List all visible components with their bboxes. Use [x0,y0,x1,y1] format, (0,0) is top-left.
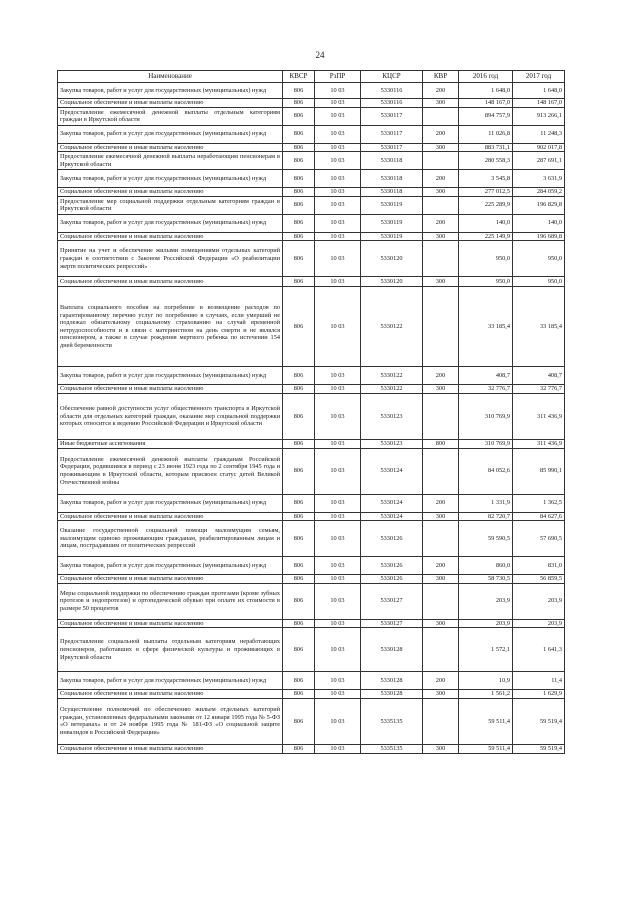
row-kvsr: 806 [283,672,315,690]
table-row [58,448,565,494]
table-row [58,698,565,744]
row-kcsr: 5330123 [361,439,423,448]
row-value-2017: 913 266,1 [513,107,565,125]
row-name: Оказание государственной социальной помощи малоимущим семьям, малоимущим одиноко проживающим гражданам, реабилитированным лицам и лицам, пострадавшим от политических репрессий [58,521,283,557]
row-kvr: 300 [423,690,459,699]
row-name: Социальное обеспечение и иные выплаты населению [58,385,283,394]
row-name: Социальное обеспечение и иные выплаты населению [58,744,283,753]
table-row [58,170,565,188]
row-value-2016: 140,0 [459,214,513,232]
row-value-2016: 225 289,9 [459,196,513,214]
row-rzpr: 10 03 [315,628,361,672]
row-kvr: 300 [423,188,459,197]
row-rzpr: 10 03 [315,241,361,277]
row-kcsr: 5330117 [361,143,423,152]
row-name: Социальное обеспечение и иные выплаты населению [58,188,283,197]
row-kvr: 200 [423,367,459,385]
header-kvr: КВР [423,71,459,83]
row-kvr [423,583,459,619]
table-row [58,277,565,287]
row-kcsr: 5330122 [361,385,423,394]
row-value-2016: 310 769,9 [459,439,513,448]
row-rzpr: 10 03 [315,672,361,690]
row-kvsr: 806 [283,494,315,512]
table-row [58,521,565,557]
row-kvsr: 806 [283,152,315,170]
row-kcsr: 5335135 [361,698,423,744]
row-kcsr: 5330117 [361,125,423,143]
row-kvr: 300 [423,385,459,394]
row-rzpr: 10 03 [315,152,361,170]
row-kvsr: 806 [283,690,315,699]
row-name: Предоставление ежемесячной денежной выплаты отдельным категориям граждан в Иркутской области [58,107,283,125]
row-rzpr: 10 03 [315,393,361,439]
row-name: Принятие на учет и обеспечение жилыми помещениями отдельных категорий граждан в соответствии с Законом Российской Федерации «О реабилитации жертв политических репрессий» [58,241,283,277]
row-name: Социальное обеспечение и иные выплаты населению [58,277,283,287]
row-rzpr: 10 03 [315,367,361,385]
table-body [58,83,565,754]
table-row [58,690,565,699]
row-rzpr: 10 03 [315,690,361,699]
row-name: Меры социальной поддержки по обеспечению граждан протезами (кроме зубных протезов и эндопротезов) и ортопедической обувью при оплате их стоимости в размере 50 процентов [58,583,283,619]
row-kvr: 300 [423,277,459,287]
row-kcsr: 5330126 [361,521,423,557]
row-value-2017: 59 519,4 [513,744,565,753]
row-value-2017: 1 648,0 [513,83,565,99]
row-kvr: 300 [423,619,459,628]
row-rzpr: 10 03 [315,583,361,619]
table-row [58,439,565,448]
row-kvr [423,196,459,214]
row-kvsr: 806 [283,575,315,584]
row-kvr: 200 [423,170,459,188]
row-kvsr: 806 [283,99,315,108]
row-name: Закупка товаров, работ и услуг для государственных (муниципальных) нужд [58,125,283,143]
row-kvsr: 806 [283,125,315,143]
row-kcsr: 5330128 [361,672,423,690]
row-value-2016: 59 590,5 [459,521,513,557]
row-name: Закупка товаров, работ и услуг для государственных (муниципальных) нужд [58,214,283,232]
row-kvsr: 806 [283,521,315,557]
row-value-2016: 203,9 [459,619,513,628]
row-value-2016: 1 572,1 [459,628,513,672]
row-value-2016: 860,0 [459,557,513,575]
row-kvr: 200 [423,672,459,690]
table-row [58,287,565,367]
row-kvr: 200 [423,557,459,575]
row-value-2016: 225 149,9 [459,232,513,241]
row-name: Социальное обеспечение и иные выплаты населению [58,575,283,584]
row-kcsr: 5330124 [361,494,423,512]
row-value-2017: 950,0 [513,241,565,277]
table-row [58,744,565,753]
row-kvsr: 806 [283,143,315,152]
row-kcsr: 5330128 [361,628,423,672]
row-value-2017: 284 059,2 [513,188,565,197]
row-value-2017: 140,0 [513,214,565,232]
row-kvr: 200 [423,83,459,99]
row-kvsr: 806 [283,196,315,214]
row-kvsr: 806 [283,287,315,367]
row-value-2017: 57 690,5 [513,521,565,557]
table-row [58,385,565,394]
row-rzpr: 10 03 [315,232,361,241]
row-kvr [423,448,459,494]
row-value-2017: 950,0 [513,277,565,287]
table-row [58,619,565,628]
row-value-2016: 894 757,9 [459,107,513,125]
row-value-2016: 277 012,5 [459,188,513,197]
table-row [58,188,565,197]
row-value-2017: 1 629,9 [513,690,565,699]
row-value-2017: 203,9 [513,583,565,619]
row-value-2016: 84 052,6 [459,448,513,494]
row-value-2017: 196 689,8 [513,232,565,241]
row-value-2017: 84 627,6 [513,512,565,521]
header-name: Наименование [58,71,283,83]
row-kvsr: 806 [283,385,315,394]
row-kvr: 200 [423,214,459,232]
row-value-2016: 203,9 [459,583,513,619]
row-kvr: 200 [423,494,459,512]
row-kvr: 300 [423,575,459,584]
row-value-2016: 148 167,0 [459,99,513,108]
table-row [58,107,565,125]
row-kcsr: 5330124 [361,448,423,494]
row-kcsr: 5330120 [361,277,423,287]
row-kvsr: 806 [283,698,315,744]
row-value-2016: 32 776,7 [459,385,513,394]
row-kvsr: 806 [283,83,315,99]
table-row [58,83,565,99]
row-kvsr: 806 [283,583,315,619]
row-rzpr: 10 03 [315,439,361,448]
table-row [58,367,565,385]
table-row [58,99,565,108]
row-rzpr: 10 03 [315,698,361,744]
table-row [58,143,565,152]
table-row [58,672,565,690]
row-kvr [423,107,459,125]
table-header-row [58,71,565,83]
row-kcsr: 5330116 [361,99,423,108]
row-kcsr: 5330126 [361,557,423,575]
row-kvsr: 806 [283,277,315,287]
row-kvsr: 806 [283,512,315,521]
row-kcsr: 5330122 [361,287,423,367]
row-value-2017: 1 641,3 [513,628,565,672]
row-kvr [423,628,459,672]
row-kcsr: 5330124 [361,512,423,521]
header-2017: 2017 год [513,71,565,83]
row-name: Закупка товаров, работ и услуг для государственных (муниципальных) нужд [58,83,283,99]
table-row [58,557,565,575]
row-kvsr: 806 [283,188,315,197]
table-row [58,628,565,672]
row-rzpr: 10 03 [315,448,361,494]
row-value-2016: 1 648,0 [459,83,513,99]
row-name: Закупка товаров, работ и услуг для государственных (муниципальных) нужд [58,494,283,512]
header-rzpr: РзПР [315,71,361,83]
row-kcsr: 5330127 [361,619,423,628]
row-kcsr: 5330119 [361,232,423,241]
row-rzpr: 10 03 [315,494,361,512]
table-row [58,393,565,439]
row-kcsr: 5330118 [361,170,423,188]
row-value-2017: 148 167,0 [513,99,565,108]
row-value-2017: 311 436,9 [513,439,565,448]
row-name: Выплата социального пособия на погребение и возмещение расходов по гарантированному перечню услуг по погребению в случаях, если умерший не подлежал обязательному социальному страхованию на случай временной нетрудоспособности и в связи с материнством на день смерти и не являлся пенсионером, а также в случае рождения мертвого ребенка по истечении 154 дней беременности [58,287,283,367]
row-rzpr: 10 03 [315,107,361,125]
row-value-2016: 59 511,4 [459,744,513,753]
row-rzpr: 10 03 [315,744,361,753]
row-value-2016: 950,0 [459,277,513,287]
row-name: Предоставление социальной выплаты отдельным категориям неработающих пенсионеров, работавших в сфере физической культуры и проживающих в Иркутской области [58,628,283,672]
row-value-2017: 196 829,8 [513,196,565,214]
row-kvr: 300 [423,99,459,108]
table-row [58,214,565,232]
row-value-2017: 59 519,4 [513,698,565,744]
row-name: Предоставление ежемесячной денежной выплаты гражданам Российской Федерации, родившимся в период с 23 июня 1923 года по 2 сентября 1945 года и проживающим в Иркутской области, которым присвоен статус детей Великой Отечественной войны [58,448,283,494]
table-row [58,152,565,170]
row-rzpr: 10 03 [315,575,361,584]
row-value-2017: 408,7 [513,367,565,385]
row-value-2016: 883 731,1 [459,143,513,152]
row-value-2017: 311 436,9 [513,393,565,439]
row-kcsr: 5330118 [361,188,423,197]
row-kcsr: 5330126 [361,575,423,584]
row-value-2016: 33 185,4 [459,287,513,367]
row-value-2017: 33 185,4 [513,287,565,367]
row-name: Социальное обеспечение и иные выплаты населению [58,99,283,108]
row-kvsr: 806 [283,628,315,672]
table-row [58,575,565,584]
row-rzpr: 10 03 [315,170,361,188]
row-kcsr: 5330120 [361,241,423,277]
row-value-2016: 310 769,9 [459,393,513,439]
row-kvsr: 806 [283,214,315,232]
row-kvsr: 806 [283,241,315,277]
table-row [58,125,565,143]
budget-table [57,70,565,754]
row-value-2016: 408,7 [459,367,513,385]
row-rzpr: 10 03 [315,83,361,99]
row-kvsr: 806 [283,744,315,753]
header-kcsr: КЦСР [361,71,423,83]
row-kcsr: 5330118 [361,152,423,170]
row-name: Иные бюджетные ассигнования [58,439,283,448]
row-kvsr: 806 [283,367,315,385]
row-rzpr: 10 03 [315,521,361,557]
row-value-2016: 3 545,8 [459,170,513,188]
row-rzpr: 10 03 [315,125,361,143]
row-rzpr: 10 03 [315,99,361,108]
row-rzpr: 10 03 [315,385,361,394]
page-number: 24 [315,50,325,60]
row-value-2016: 82 720,7 [459,512,513,521]
table-row [58,583,565,619]
row-kvsr: 806 [283,557,315,575]
row-value-2017: 56 859,5 [513,575,565,584]
row-name: Социальное обеспечение и иные выплаты населению [58,690,283,699]
row-value-2017: 85 990,1 [513,448,565,494]
row-value-2017: 831,0 [513,557,565,575]
row-rzpr: 10 03 [315,287,361,367]
row-kvr: 300 [423,232,459,241]
row-kvr [423,287,459,367]
row-value-2016: 1 561,2 [459,690,513,699]
row-name: Предоставление ежемесячной денежной выплаты неработающим пенсионерам в Иркутской области [58,152,283,170]
row-kvr: 800 [423,439,459,448]
table-row [58,494,565,512]
row-kvsr: 806 [283,232,315,241]
header-2016: 2016 год [459,71,513,83]
row-kvr [423,393,459,439]
row-value-2016: 280 558,3 [459,152,513,170]
row-kvsr: 806 [283,107,315,125]
row-rzpr: 10 03 [315,277,361,287]
row-kvsr: 806 [283,448,315,494]
row-kvr: 200 [423,125,459,143]
row-kcsr: 5330123 [361,393,423,439]
row-rzpr: 10 03 [315,557,361,575]
row-kvr: 300 [423,143,459,152]
row-value-2016: 950,0 [459,241,513,277]
row-kvr: 300 [423,512,459,521]
row-kvr [423,152,459,170]
row-name: Предоставление мер социальной поддержки отдельным категориям граждан в Иркутской области [58,196,283,214]
row-kcsr: 5330119 [361,196,423,214]
row-kvr [423,521,459,557]
header-kvsr: КВСР [283,71,315,83]
row-value-2017: 1 362,5 [513,494,565,512]
table-row [58,241,565,277]
row-name: Закупка товаров, работ и услуг для государственных (муниципальных) нужд [58,672,283,690]
row-kcsr: 5330119 [361,214,423,232]
table-row [58,512,565,521]
row-value-2016: 11 026,8 [459,125,513,143]
row-value-2017: 3 631,9 [513,170,565,188]
row-rzpr: 10 03 [315,214,361,232]
row-kvsr: 806 [283,439,315,448]
row-kcsr: 5335135 [361,744,423,753]
row-kcsr: 5330128 [361,690,423,699]
row-rzpr: 10 03 [315,512,361,521]
row-kvr [423,698,459,744]
row-name: Социальное обеспечение и иные выплаты населению [58,512,283,521]
row-value-2017: 11 248,3 [513,125,565,143]
row-name: Закупка товаров, работ и услуг для государственных (муниципальных) нужд [58,367,283,385]
row-name: Осуществление полномочий по обеспечению жильем отдельных категорий граждан, установленных федеральными законами от 12 января 1995 года № 5-ФЗ «О ветеранах» и от 24 ноября 1995 года № 181-ФЗ «О социальной защите инвалидов в Российской Федерации» [58,698,283,744]
row-kcsr: 5330117 [361,107,423,125]
row-rzpr: 10 03 [315,143,361,152]
row-kvr [423,241,459,277]
row-value-2016: 1 331,9 [459,494,513,512]
row-name: Закупка товаров, работ и услуг для государственных (муниципальных) нужд [58,557,283,575]
row-kvsr: 806 [283,170,315,188]
table-row [58,196,565,214]
row-value-2017: 32 776,7 [513,385,565,394]
row-name: Социальное обеспечение и иные выплаты населению [58,143,283,152]
row-kvr: 300 [423,744,459,753]
row-rzpr: 10 03 [315,188,361,197]
row-rzpr: 10 03 [315,619,361,628]
row-rzpr: 10 03 [315,196,361,214]
row-name: Социальное обеспечение и иные выплаты населению [58,619,283,628]
row-value-2017: 11,4 [513,672,565,690]
row-value-2017: 203,9 [513,619,565,628]
row-name: Закупка товаров, работ и услуг для государственных (муниципальных) нужд [58,170,283,188]
row-value-2016: 58 730,5 [459,575,513,584]
row-kcsr: 5330127 [361,583,423,619]
row-kvsr: 806 [283,619,315,628]
row-value-2017: 287 691,1 [513,152,565,170]
table-row [58,232,565,241]
row-value-2016: 59 511,4 [459,698,513,744]
row-kvsr: 806 [283,393,315,439]
row-kcsr: 5330122 [361,367,423,385]
row-name: Обеспечение равной доступности услуг общественного транспорта в Иркутской области для отдельных категорий граждан, оказание мер социальной поддержки которых относится к ведению Российской Федерации и Иркутской области [58,393,283,439]
row-value-2016: 10,9 [459,672,513,690]
row-kcsr: 5330116 [361,83,423,99]
row-name: Социальное обеспечение и иные выплаты населению [58,232,283,241]
row-value-2017: 902 017,8 [513,143,565,152]
